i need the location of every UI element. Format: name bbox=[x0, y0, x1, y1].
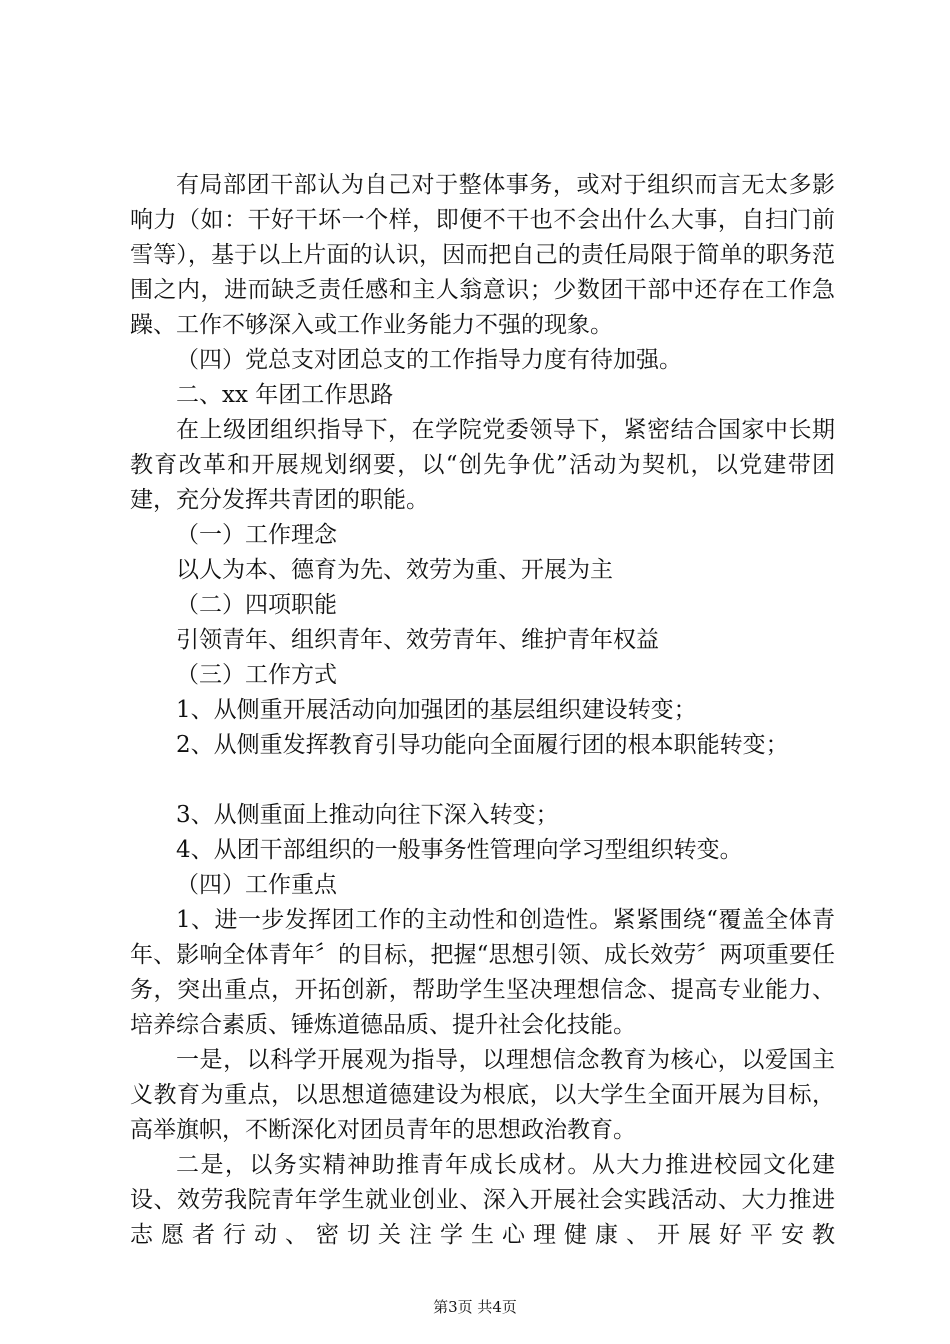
paragraph-responsibility: 有局部团干部认为自己对于整体事务，或对于组织而言无太多影响力（如：干好干坏一个样，即便不干也不会出什么大事，自扫门前雪等），基于以上片面的认识，因而把自己的责任局限于简单的职务范围之内，进而缺乏责任感和主人翁意识；少数团干部中还存在工作急躁、工作不够深入或工作业务能力不强的现象。 bbox=[130, 172, 835, 338]
list-item-method-1: 1、从侧重开展活动向加强团的基层组织建设转变； bbox=[176, 697, 697, 723]
subheading-work-focus: （四）工作重点 bbox=[176, 872, 337, 898]
section-heading-work-ideas: 二、xx 年团工作思路 bbox=[176, 382, 394, 408]
document-body bbox=[130, 168, 835, 1253]
page-footer bbox=[0, 1298, 950, 1316]
paragraph-focus-1: 1、进一步发挥团工作的主动性和创造性。紧紧围绕“覆盖全体青年、影响全体青年〞的目标，把握“思想引领、成长效劳〞两项重要任务，突出重点，开拓创新，帮助学生坚决理想信念、提高专业能力、培养综合素质、锤炼道德品质、提升社会化技能。 bbox=[130, 907, 835, 1038]
subheading-work-concept: （一）工作理念 bbox=[176, 522, 337, 548]
paragraph-guidance-summary: 在上级团组织指导下，在学院党委领导下，紧密结合国家中长期教育改革和开展规划纲要，以“创先争优”活动为契机，以党建带团建，充分发挥共青团的职能。 bbox=[130, 417, 835, 513]
list-item-method-4: 4、从团干部组织的一般事务性管理向学习型组织转变。 bbox=[176, 837, 743, 863]
paragraph-party-guidance: （四）党总支对团总支的工作指导力度有待加强。 bbox=[176, 347, 682, 373]
blank-line bbox=[130, 763, 835, 798]
subheading-four-functions: （二）四项职能 bbox=[176, 592, 337, 618]
page-number-label: 第3页 共4页 bbox=[433, 1298, 517, 1316]
list-item-method-2: 2、从侧重发挥教育引导功能向全面履行团的根本职能转变； bbox=[176, 732, 789, 758]
subheading-work-methods: （三）工作方式 bbox=[176, 662, 337, 688]
paragraph-first-point: 一是，以科学开展观为指导，以理想信念教育为核心，以爱国主义教育为重点，以思想道德建设为根底，以大学生全面开展为目标，高举旗帜，不断深化对团员青年的思想政治教育。 bbox=[130, 1047, 835, 1143]
paragraph-second-point: 二是，以务实精神助推青年成长成材。从大力推进校园文化建设、效劳我院青年学生就业创业、深入开展社会实践活动、大力推进志愿者行动、密切关注学生心理健康、开展好平安教 bbox=[130, 1152, 835, 1248]
paragraph-four-functions: 引领青年、组织青年、效劳青年、维护青年权益 bbox=[176, 627, 659, 653]
list-item-method-3: 3、从侧重面上推动向往下深入转变； bbox=[176, 802, 559, 828]
paragraph-work-concept: 以人为本、德育为先、效劳为重、开展为主 bbox=[176, 557, 613, 583]
